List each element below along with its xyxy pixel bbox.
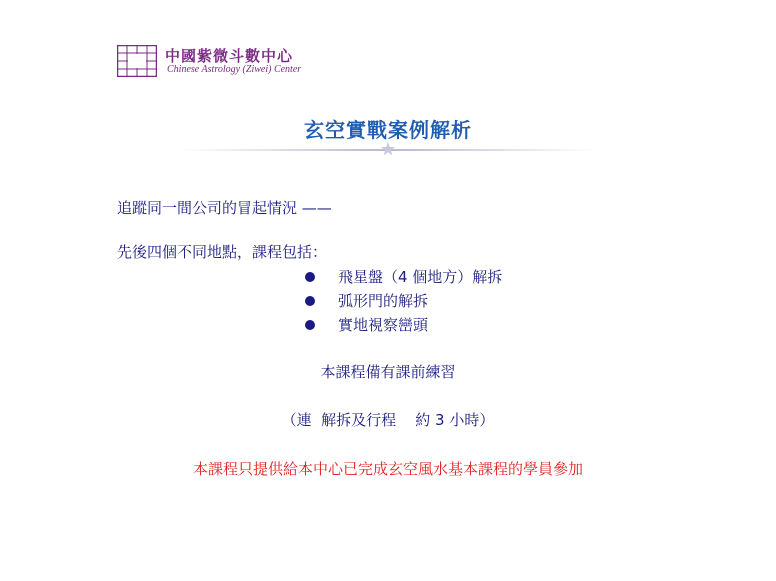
intro-text: 追蹤同一間公司的冒起情況 —— — [117, 199, 332, 217]
list-item-label: 弧形門的解拆 — [338, 292, 429, 310]
logo-name-english: Chinese Astrology (Ziwei) Center — [167, 64, 302, 75]
course-lead-text: 先後四個不同地點，課程包括： — [117, 243, 328, 261]
course-topics-list — [302, 265, 502, 337]
eligibility-note: 本課程只提供給本中心已完成玄空風水基本課程的學員參加 — [192, 460, 583, 478]
page-title: 玄空實戰案例解析 — [304, 118, 472, 142]
list-item — [302, 265, 502, 289]
practice-note: 本課程備有課前練習 — [320, 363, 456, 381]
bullet-icon — [305, 320, 315, 330]
bullet-icon — [305, 272, 315, 282]
center-logo — [117, 43, 357, 79]
bullet-icon — [305, 296, 315, 306]
grid-logo-icon — [117, 45, 157, 77]
list-item-label: 實地視察巒頭 — [338, 316, 429, 334]
list-item — [302, 313, 502, 337]
duration-note: （連 解拆及行程 約 3 小時） — [281, 411, 495, 429]
list-item-label: 飛星盤（4 個地方）解拆 — [338, 268, 503, 286]
logo-name-chinese: 中國紫微斗數中心 — [165, 47, 294, 65]
list-item — [302, 289, 502, 313]
star-icon — [380, 141, 396, 157]
